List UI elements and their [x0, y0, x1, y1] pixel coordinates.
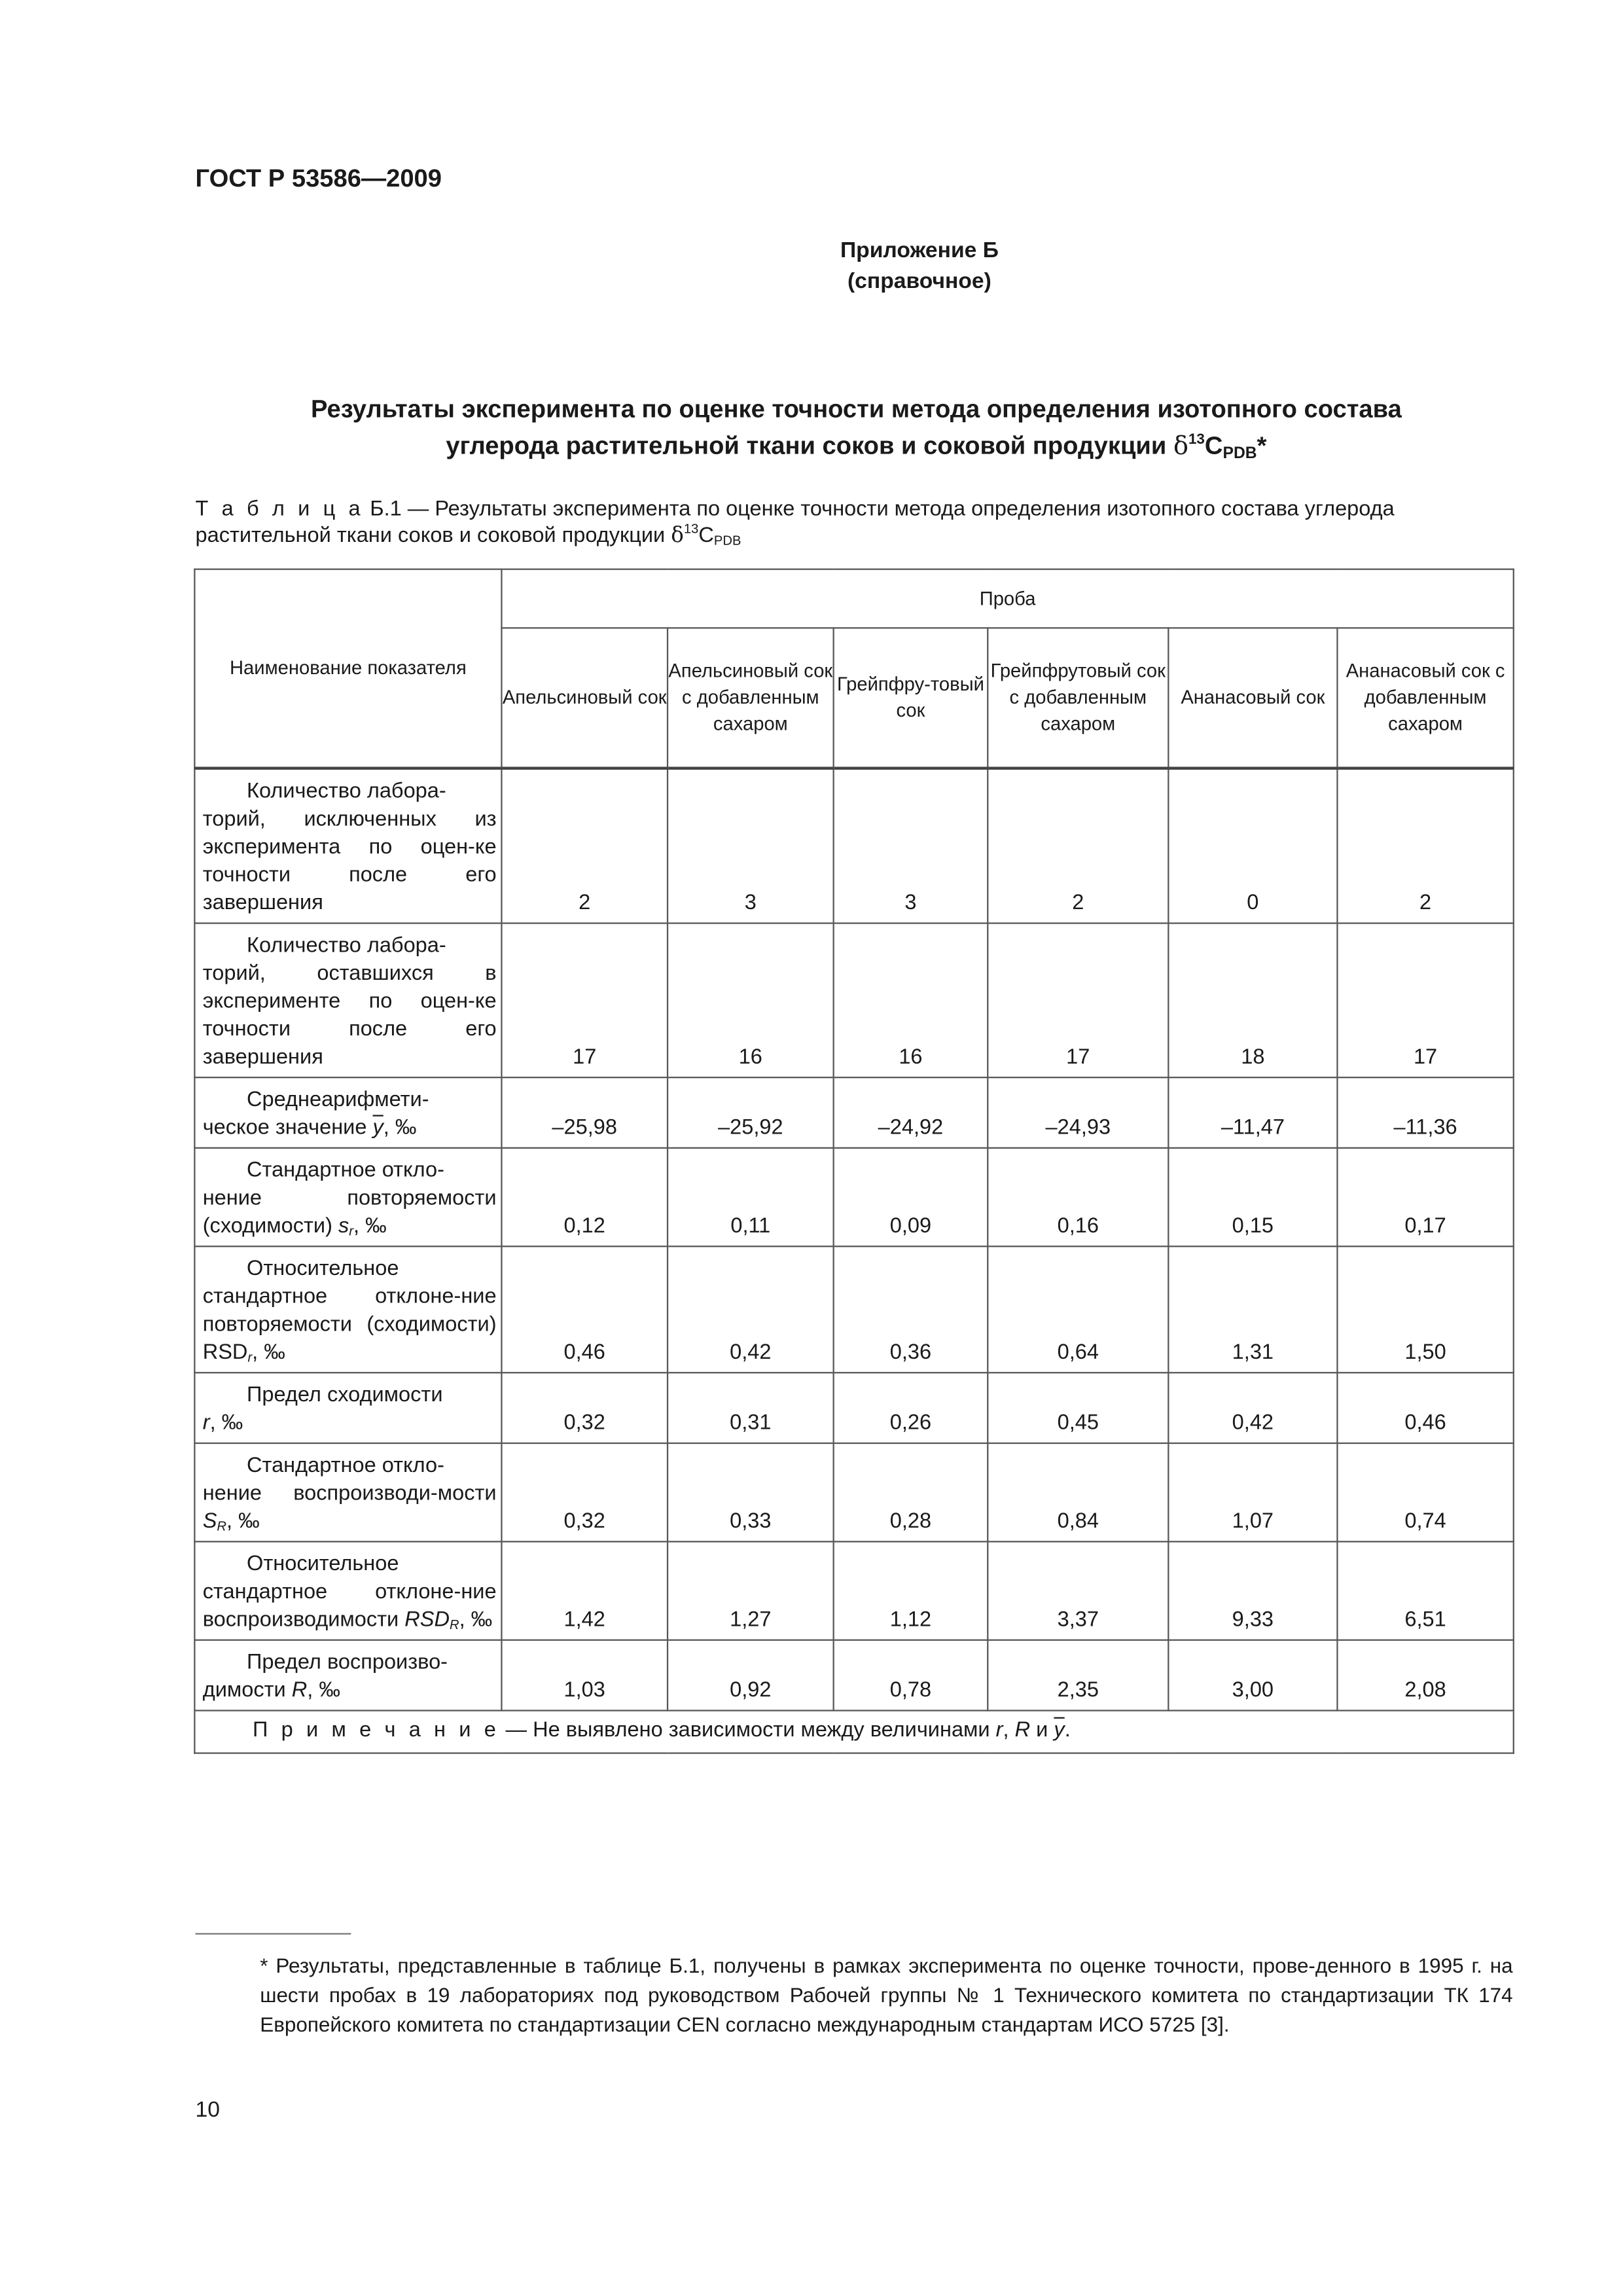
indicator-symbol: r: [202, 1411, 210, 1435]
indicator-name: [194, 1640, 501, 1711]
value-cell: 0,46: [1337, 1372, 1513, 1443]
value-cell: 16: [834, 924, 988, 1078]
indicator-lead-text: Предел сходимости: [247, 1384, 443, 1408]
indicator-rest-text: ческое значение: [202, 1116, 373, 1140]
caption-text: Б.1 — Результаты эксперимента по оценке точности метода определения изотопного состава углерода растительной ткани соков и соковой продукции: [195, 497, 1395, 548]
indicator-name: [194, 1246, 501, 1372]
value-cell: 16: [668, 924, 834, 1078]
sample-header: Апельсиновый сок: [501, 628, 668, 768]
indicator-rest: [203, 1480, 497, 1536]
indicator-lead: [203, 1256, 497, 1284]
indicator-unit: , ‰: [353, 1215, 387, 1238]
carbon-symbol: C: [1204, 431, 1223, 460]
table-row: [194, 1541, 1513, 1640]
indicator-lead: [203, 1382, 497, 1410]
note-text: — Не выявлено зависимости между величинами: [499, 1718, 996, 1742]
indicator-rest: [203, 1579, 497, 1635]
document-code: ГОСТ Р 53586—2009: [195, 164, 442, 193]
value-cell: 0,11: [668, 1148, 834, 1246]
note-sep: ,: [1003, 1718, 1015, 1742]
indicator-symbol: $\overline{y}$: [372, 1116, 383, 1140]
value-cell: –24,93: [988, 1077, 1168, 1148]
value-cell: 0,15: [1168, 1148, 1337, 1246]
appendix-type: (справочное): [847, 268, 991, 294]
value-cell: 17: [1337, 924, 1513, 1078]
value-cell: 2,35: [988, 1640, 1168, 1711]
sample-header: Ананасовый сок с добавленным сахаром: [1337, 628, 1513, 768]
value-cell: –11,47: [1168, 1077, 1337, 1148]
footnote-separator: [195, 1933, 351, 1934]
value-cell: 0,92: [668, 1640, 834, 1711]
value-cell: –24,92: [834, 1077, 988, 1148]
indicator-symbol: S: [202, 1510, 217, 1534]
footnote-text: * Результаты, представленные в таблице Б.1, получены в рамках эксперимента по оценке точности, прове-денного в 1995 г. на шести пробах в 19 лабораториях под руководством Рабочей группы № 1 Технического комитета по стандартизации ТК 174 Европейского комитета по стандартизации CEN согласно международным стандартам ИСО 5725 [3].: [260, 1953, 1513, 2036]
value-cell: 3,00: [1168, 1640, 1337, 1711]
value-cell: 0,09: [834, 1148, 988, 1246]
caption-delta: δ: [671, 524, 684, 548]
note-and: и: [1030, 1718, 1054, 1742]
note-symbol-ybar: $\overline{y}$: [1054, 1718, 1065, 1742]
indicator-rest: [203, 1284, 497, 1368]
indicator-rest-text: торий, оставшихся в эксперименте по оцен-ке точности после его завершения: [202, 962, 497, 1069]
value-cell: 0,33: [668, 1443, 834, 1541]
isotope-sup: 13: [1188, 431, 1205, 448]
indicator-header: Наименование показателя: [194, 569, 501, 768]
value-cell: 1,03: [501, 1640, 668, 1711]
value-cell: 0,28: [834, 1443, 988, 1541]
value-cell: 3: [834, 768, 988, 924]
caption-sup: 13: [683, 521, 699, 537]
value-cell: 6,51: [1337, 1541, 1513, 1640]
indicator-lead: [203, 933, 497, 961]
indicator-rest-text: стандартное отклоне-ние повторяемости (сходимости) RSD: [202, 1285, 497, 1365]
value-cell: –25,98: [501, 1077, 668, 1148]
value-cell: 0,16: [988, 1148, 1168, 1246]
value-cell: 0,32: [501, 1443, 668, 1541]
note-end: .: [1064, 1718, 1071, 1742]
value-cell: 0,36: [834, 1246, 988, 1372]
main-title: [195, 391, 1517, 465]
page-number: 10: [195, 2097, 220, 2123]
pdb-sub: PDB: [1222, 445, 1257, 463]
value-cell: 2,08: [1337, 1640, 1513, 1711]
value-cell: 0,46: [501, 1246, 668, 1372]
value-cell: 0: [1168, 768, 1337, 924]
indicator-lead: [203, 1453, 497, 1481]
value-cell: 0,84: [988, 1443, 1168, 1541]
value-cell: 1,27: [668, 1541, 834, 1640]
indicator-rest-text: нение воспроизводи-мости: [202, 1482, 497, 1506]
indicator-name: [194, 1077, 501, 1148]
value-cell: 3,37: [988, 1541, 1168, 1640]
table-row: [194, 1640, 1513, 1711]
value-cell: 0,74: [1337, 1443, 1513, 1541]
value-cell: 0,42: [1168, 1372, 1337, 1443]
indicator-symbol-sub: R: [217, 1518, 227, 1534]
indicator-symbol: R: [291, 1679, 308, 1703]
indicator-rest: [203, 806, 497, 918]
title-line2-text: углерода растительной ткани соков и соковой продукции: [446, 431, 1173, 460]
note-label: П р и м е ч а н и е: [253, 1718, 500, 1742]
indicator-unit: , ‰: [226, 1510, 260, 1534]
value-cell: 0,64: [988, 1246, 1168, 1372]
indicator-symbol-sub: R: [450, 1617, 459, 1632]
indicator-rest: [203, 1677, 497, 1706]
value-cell: 0,17: [1337, 1148, 1513, 1246]
indicator-unit: , ‰: [383, 1116, 417, 1140]
indicator-rest: [203, 1115, 497, 1143]
indicator-name: [194, 1443, 501, 1541]
caption-c: C: [698, 524, 714, 548]
indicator-lead: [203, 1551, 497, 1579]
indicator-lead: [203, 778, 497, 806]
sample-header: Ананасовый сок: [1168, 628, 1337, 768]
appendix-heading: [588, 235, 1251, 296]
indicator-symbol-sub: r: [349, 1223, 353, 1238]
indicator-rest-text: стандартное отклоне-ние воспроизводимости: [202, 1580, 497, 1632]
indicator-rest-text: нение повторяемости (сходимости): [202, 1187, 497, 1238]
main-title-line2: [195, 427, 1517, 465]
probe-header: Проба: [501, 569, 1513, 628]
value-cell: 2: [501, 768, 668, 924]
indicator-lead-text: Количество лабора-: [247, 934, 446, 958]
value-cell: 0,32: [501, 1372, 668, 1443]
indicator-lead-text: Среднеарифмети-: [247, 1088, 429, 1112]
indicator-unit: , ‰: [459, 1608, 493, 1632]
value-cell: 1,42: [501, 1541, 668, 1640]
value-cell: 1,50: [1337, 1246, 1513, 1372]
value-cell: 18: [1168, 924, 1337, 1078]
table-row: [194, 1443, 1513, 1541]
indicator-symbol: RSD: [404, 1608, 450, 1632]
value-cell: 17: [988, 924, 1168, 1078]
indicator-name: [194, 768, 501, 924]
indicator-symbol: s: [338, 1215, 349, 1238]
indicator-name: [194, 1372, 501, 1443]
value-cell: 17: [501, 924, 668, 1078]
indicator-name: [194, 1148, 501, 1246]
value-cell: 0,31: [668, 1372, 834, 1443]
indicator-rest: [203, 961, 497, 1073]
value-cell: –25,92: [668, 1077, 834, 1148]
main-title-line1: Результаты эксперимента по оценке точности метода определения изотопного состава: [311, 395, 1402, 423]
table-row: [194, 1246, 1513, 1372]
indicator-lead: [203, 1158, 497, 1186]
caption-sub: PDB: [713, 533, 741, 548]
table-row: [194, 924, 1513, 1078]
indicator-rest-text: димости: [202, 1679, 292, 1703]
results-table: [194, 569, 1514, 1754]
indicator-name: [194, 1541, 501, 1640]
note-symbol-R: R: [1014, 1718, 1031, 1742]
indicator-rest: [203, 1185, 497, 1241]
value-cell: 0,45: [988, 1372, 1168, 1443]
footnote-marker: *: [1257, 431, 1267, 460]
indicator-symbol-sub: r: [247, 1350, 253, 1365]
table-row: [194, 768, 1513, 924]
sample-header: Грейпфрутовый сок с добавленным сахаром: [988, 628, 1168, 768]
value-cell: 2: [988, 768, 1168, 924]
value-cell: 1,07: [1168, 1443, 1337, 1541]
footnote: [195, 1950, 1512, 2039]
value-cell: 9,33: [1168, 1541, 1337, 1640]
value-cell: 0,78: [834, 1640, 988, 1711]
appendix-title: Приложение Б: [840, 238, 999, 263]
indicator-unit: , ‰: [209, 1411, 243, 1435]
indicator-lead-text: Количество лабора-: [247, 780, 446, 804]
value-cell: 0,26: [834, 1372, 988, 1443]
note-symbol-r: r: [995, 1718, 1003, 1742]
indicator-name: [194, 924, 501, 1078]
table-row: [194, 1148, 1513, 1246]
indicator-lead-text: Предел воспроизво-: [247, 1651, 448, 1675]
indicator-rest: [203, 1410, 497, 1439]
value-cell: 3: [668, 768, 834, 924]
table-caption: [195, 497, 1512, 550]
value-cell: 1,31: [1168, 1246, 1337, 1372]
indicator-unit: , ‰: [307, 1679, 340, 1703]
indicator-lead-text: Относительное: [247, 1257, 399, 1282]
indicator-lead: [203, 1087, 497, 1115]
value-cell: –11,36: [1337, 1077, 1513, 1148]
table-row: [194, 1077, 1513, 1148]
table-row: [194, 1372, 1513, 1443]
indicator-rest-text: торий, исключенных из эксперимента по оцен-ке точности после его завершения: [202, 808, 497, 916]
indicator-unit: , ‰: [252, 1341, 285, 1365]
value-cell: 1,12: [834, 1541, 988, 1640]
caption-label: Т а б л и ц а: [195, 497, 365, 522]
indicator-lead-text: Стандартное откло-: [247, 1158, 444, 1183]
value-cell: 0,42: [668, 1246, 834, 1372]
value-cell: 0,12: [501, 1148, 668, 1246]
indicator-lead-text: Относительное: [247, 1552, 399, 1577]
sample-header: Апельсиновый сок с добавленным сахаром: [668, 628, 834, 768]
sample-header: Грейпфру-товый сок: [834, 628, 988, 768]
indicator-lead: [203, 1649, 497, 1677]
value-cell: 2: [1337, 768, 1513, 924]
indicator-lead-text: Стандартное откло-: [247, 1454, 444, 1478]
delta-symbol: δ: [1173, 431, 1188, 461]
table-note: [194, 1710, 1513, 1753]
